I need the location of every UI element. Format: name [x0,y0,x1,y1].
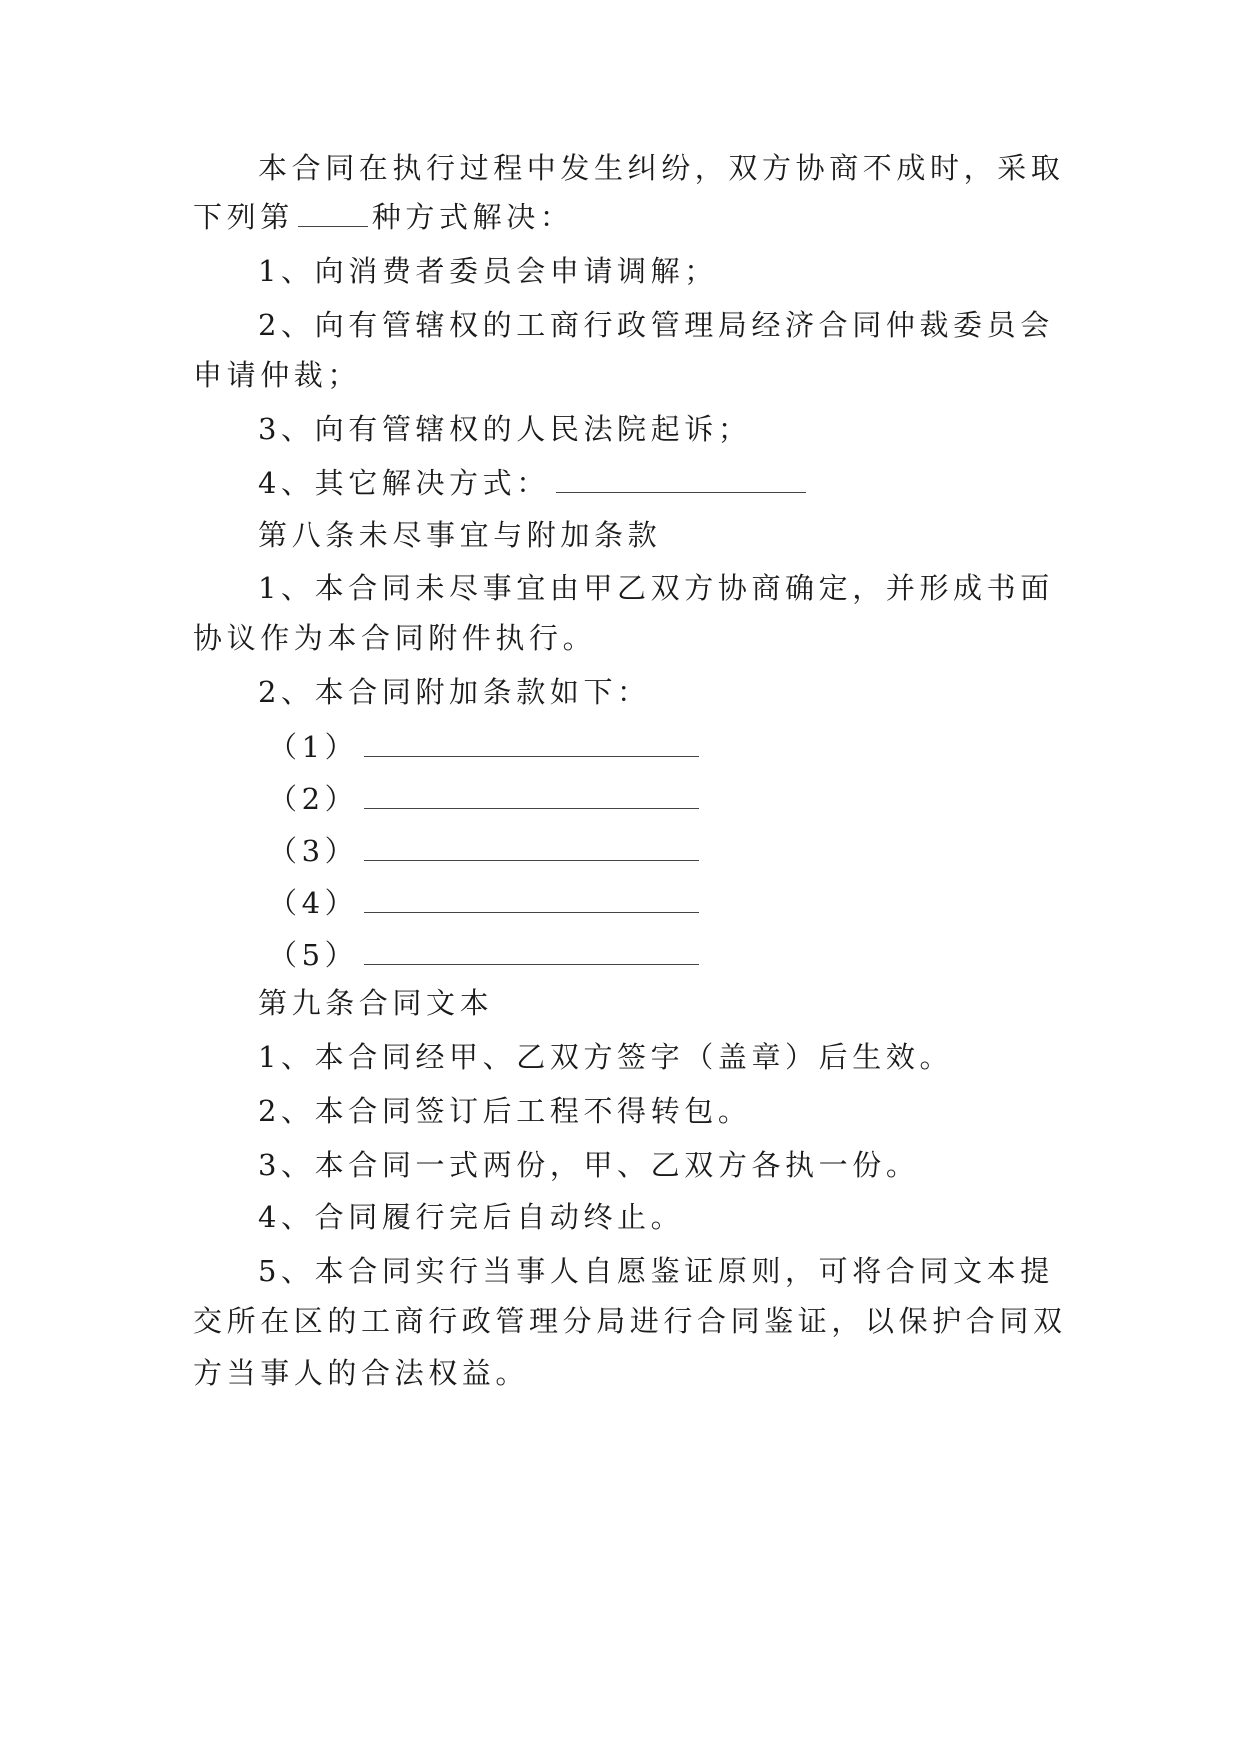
clause-number: （2） [268,782,359,816]
fill-in-blank-clause [364,755,699,757]
dispute-text-a: 下列第 [193,200,294,234]
dispute-text-b: 种方式解决： [371,200,574,234]
article-9-title: 第九条合同文本 [258,986,494,1020]
article-8-item2: 2、本合同附加条款如下： [258,675,651,709]
clause-line [268,831,699,871]
clause-line [268,779,699,819]
paragraph-dispute-line1: 本合同在执行过程中发生纠纷，双方协商不成时，采取 [258,151,1065,185]
clause-number: （4） [268,886,359,920]
fill-in-blank-method [298,225,368,227]
article-8-item1-line1: 1、本合同未尽事宜由甲乙双方协商确定，并形成书面 [258,571,1054,605]
clause-number: （3） [268,834,359,868]
article-9-item4: 4、合同履行完后自动终止。 [258,1200,685,1234]
article-9-item2: 2、本合同签订后工程不得转包。 [258,1094,752,1128]
paragraph-dispute-line2 [193,197,573,237]
clause-number: （5） [268,938,359,972]
fill-in-blank-clause [364,859,699,861]
clause-number: （1） [268,730,359,764]
fill-in-blank-clause [364,807,699,809]
article-9-item5-line2: 交所在区的工商行政管理分局进行合同鉴证，以保护合同双 [193,1304,1067,1338]
option-3: 3、向有管辖权的人民法院起诉； [258,412,752,446]
article-8-item1-line2: 协议作为本合同附件执行。 [193,621,597,655]
fill-in-blank-clause [364,911,699,913]
option-4 [258,463,806,503]
article-9-item5-line1: 5、本合同实行当事人自愿鉴证原则，可将合同文本提 [258,1254,1054,1288]
fill-in-blank-clause [364,963,699,965]
option-1: 1、向消费者委员会申请调解； [258,254,718,288]
option-2-line2: 申请仲裁； [193,358,362,392]
article-9-item3: 3、本合同一式两份，甲、乙双方各执一份。 [258,1148,920,1182]
article-8-title: 第八条未尽事宜与附加条款 [258,518,662,552]
clause-line [268,935,699,975]
fill-in-blank-other-method [556,491,806,493]
option-4-label: 4、其它解决方式： [258,466,550,500]
article-9-item5-line3: 方当事人的合法权益。 [193,1356,530,1390]
clause-line [268,727,699,767]
clause-line [268,883,699,923]
article-9-item1: 1、本合同经甲、乙双方签字（盖章）后生效。 [258,1040,954,1074]
option-2-line1: 2、向有管辖权的工商行政管理局经济合同仲裁委员会 [258,308,1054,342]
